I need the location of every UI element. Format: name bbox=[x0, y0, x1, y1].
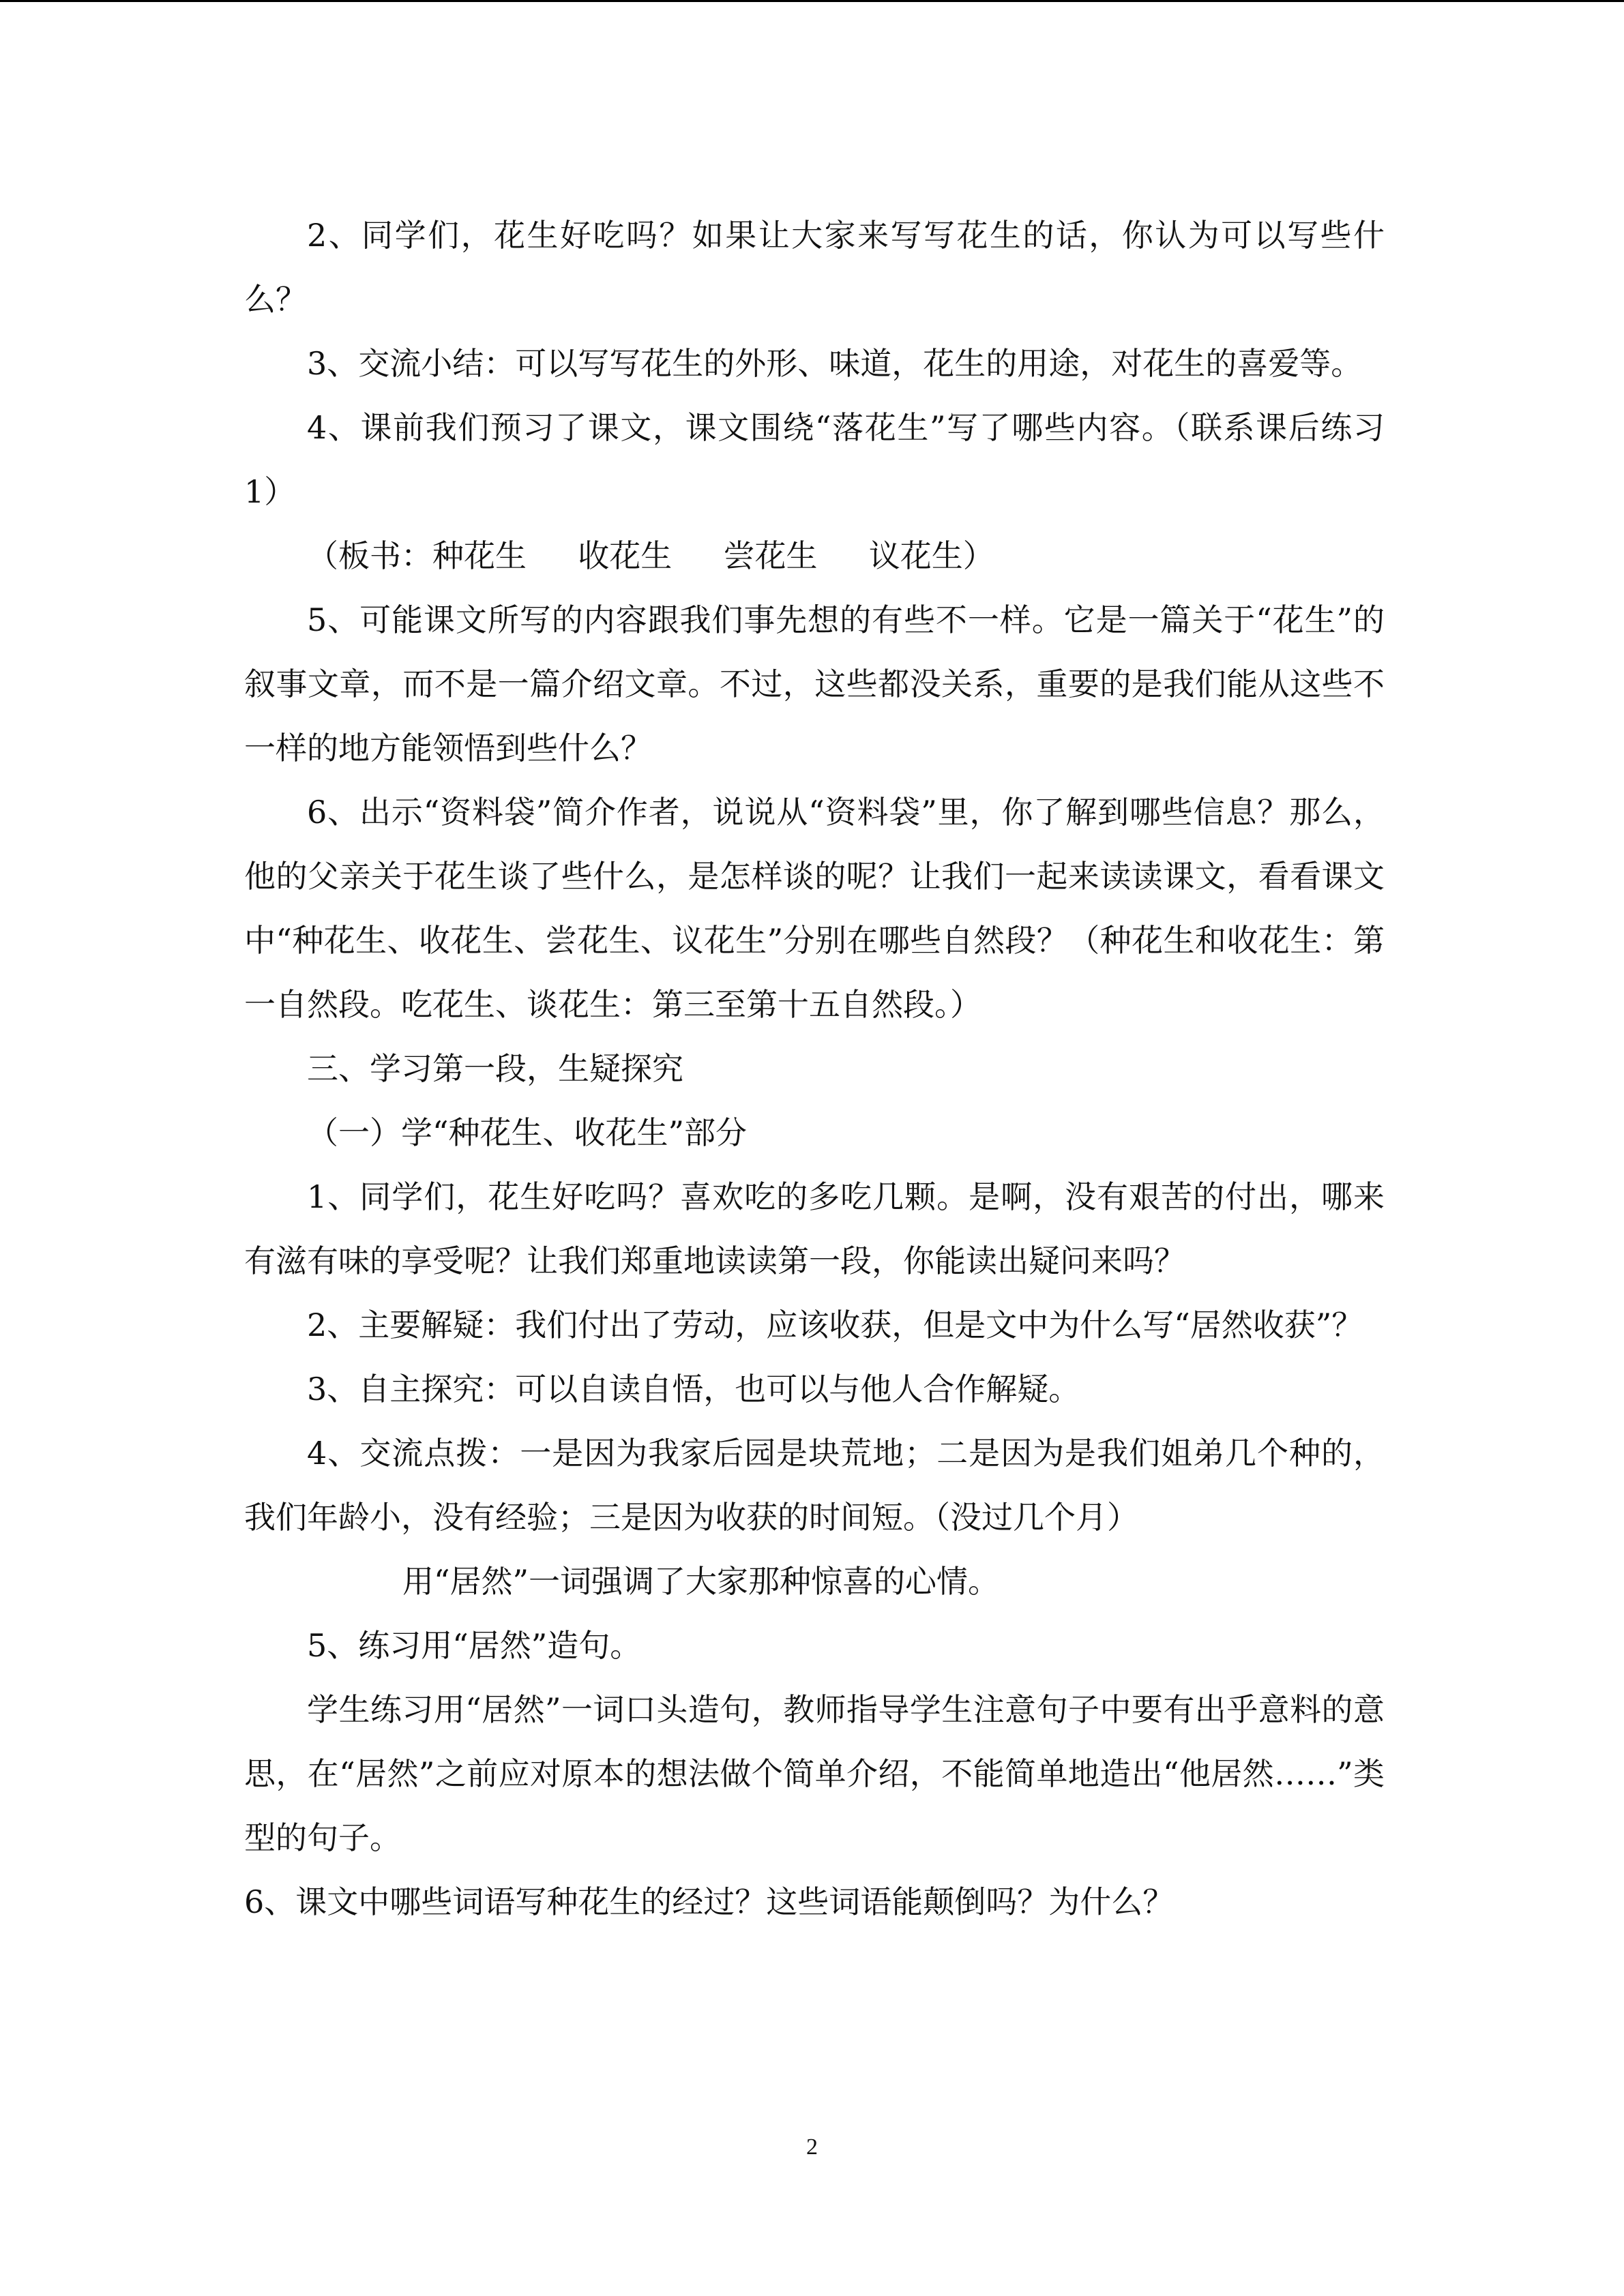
paragraph-explore-3: 3、自主探究：可以自读自悟，也可以与他人合作解疑。 bbox=[307, 1371, 1080, 1407]
top-border-line bbox=[0, 0, 1624, 2]
paragraph-student-practice: 学生练习用“居然”一词口头造句，教师指导学生注意句子中要有出乎意料的意思，在“居然”之前应对原本的想法做个简单介绍，不能简单地造出“他居然……”类型的句子。 bbox=[244, 1691, 1385, 1856]
paragraph-practice-5: 5、练习用“居然”造句。 bbox=[307, 1627, 642, 1664]
subsection-heading-1: （一）学“种花生、收花生”部分 bbox=[307, 1114, 748, 1151]
paragraph-read-1: 1、同学们，花生好吃吗？喜欢吃的多吃几颗。是啊，没有艰苦的付出，哪来有滋有味的享受呢？让我们郑重地读读第一段，你能读出疑问来吗？ bbox=[244, 1178, 1385, 1279]
paragraph-difference-5: 5、可能课文所写的内容跟我们事先想的有些不一样。它是一篇关于“花生”的叙事文章，而不是一篇介绍文章。不过，这些都没关系，重要的是我们能从这些不一样的地方能领悟到些什么？ bbox=[244, 601, 1385, 766]
paragraph-question-2: 2、同学们，花生好吃吗？如果让大家来写写花生的话，你认为可以写些什么？ bbox=[244, 217, 1385, 318]
paragraph-discuss-4: 4、交流点拨：一是因为我家后园是块荒地；二是因为是我们姐弟几个种的，我们年龄小，没有经验；三是因为收获的时间短。（没过几个月） bbox=[244, 1435, 1385, 1536]
paragraph-preview-4: 4、课前我们预习了课文，课文围绕“落花生”写了哪些内容。（联系课后练习 1） bbox=[244, 409, 1385, 510]
paragraph-question-6: 6、课文中哪些词语写种花生的经过？这些词语能颠倒吗？为什么？ bbox=[244, 1883, 1175, 1920]
blackboard-note: （板书：种花生 收花生 尝花生 议花生） bbox=[307, 537, 994, 574]
paragraph-summary-3: 3、交流小结：可以写写花生的外形、味道，花生的用途，对花生的喜爱等。 bbox=[307, 345, 1363, 382]
page-number: 2 bbox=[806, 2134, 818, 2160]
paragraph-author-6: 6、出示“资料袋”简介作者，说说从“资料袋”里，你了解到哪些信息？那么，他的父亲关于花生谈了些什么，是怎样谈的呢？让我们一起来读读课文，看看课文中“种花生、收花生、尝花生、议花生”分别在哪些自然段？（种花生和收花生：第一自然段。吃花生、谈花生：第三至第十五自然段。） bbox=[244, 794, 1385, 1023]
paragraph-emphasis: 用“居然”一词强调了大家那种惊喜的心情。 bbox=[402, 1563, 1000, 1600]
section-heading-3: 三、学习第一段，生疑探究 bbox=[307, 1050, 683, 1087]
document-body bbox=[244, 203, 1385, 1934]
paragraph-doubt-2: 2、主要解疑：我们付出了劳动，应该收获，但是文中为什么写“居然收获”？ bbox=[307, 1307, 1363, 1343]
